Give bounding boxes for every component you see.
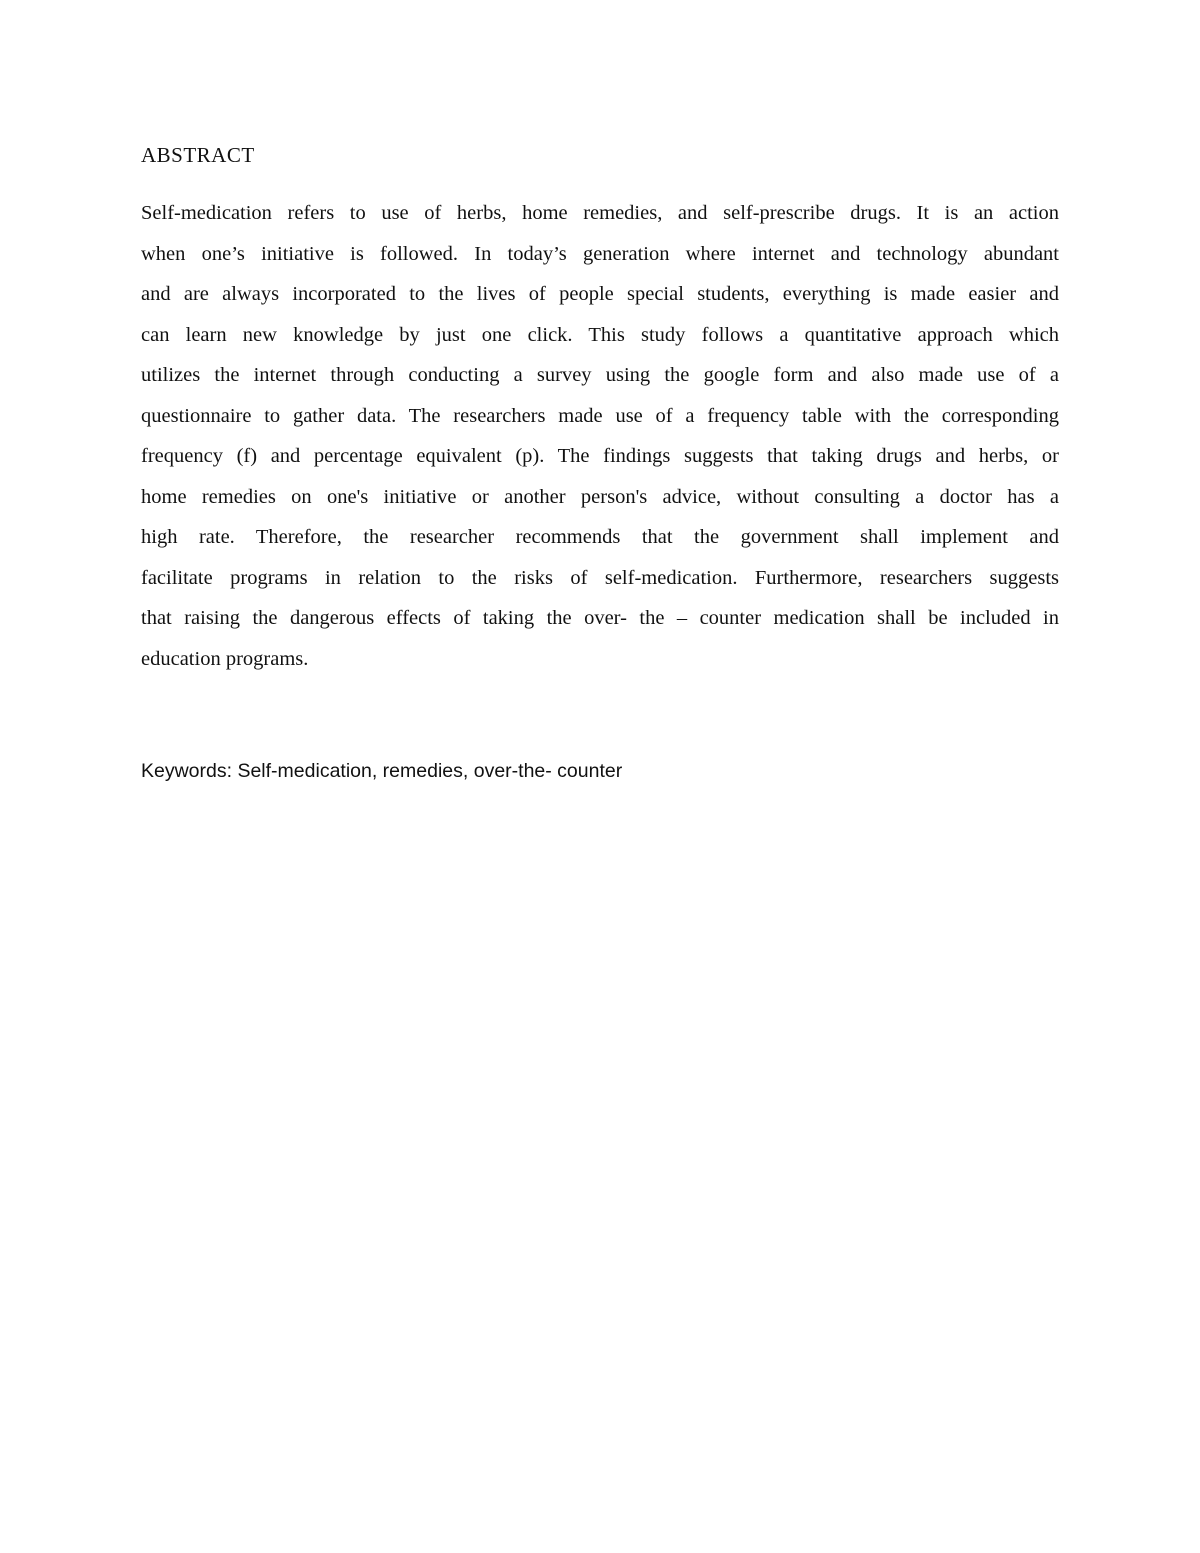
abstract-line: home remedies on one's initiative or another person's advice, without consulting a doctor has a	[141, 485, 1059, 508]
keywords-line: Keywords: Self-medication, remedies, over-the- counter	[141, 760, 623, 782]
abstract-line: Self-medication refers to use of herbs, home remedies, and self-prescribe drugs. It is an action	[141, 202, 1059, 224]
abstract-body	[141, 193, 1059, 679]
abstract-line: questionnaire to gather data. The researchers made use of a frequency table with the corresponding	[141, 404, 1059, 427]
abstract-line: and are always incorporated to the lives of people special students, everything is made easier and	[141, 283, 1059, 305]
abstract-line-last: education programs.	[141, 647, 309, 670]
abstract-line: can learn new knowledge by just one click. This study follows a quantitative approach which	[141, 323, 1059, 346]
abstract-line: when one’s initiative is followed. In today’s generation where internet and technology abundant	[141, 242, 1059, 265]
abstract-line: high rate. Therefore, the researcher recommends that the government shall implement and	[141, 526, 1059, 548]
abstract-line: frequency (f) and percentage equivalent (p). The findings suggests that taking drugs and herbs, or	[141, 445, 1059, 467]
abstract-heading: ABSTRACT	[141, 143, 255, 167]
abstract-line: facilitate programs in relation to the risks of self-medication. Furthermore, researchers suggests	[141, 566, 1059, 589]
abstract-line: that raising the dangerous effects of taking the over- the – counter medication shall be included in	[141, 607, 1059, 629]
abstract-line: utilizes the internet through conducting a survey using the google form and also made use of a	[141, 364, 1059, 386]
